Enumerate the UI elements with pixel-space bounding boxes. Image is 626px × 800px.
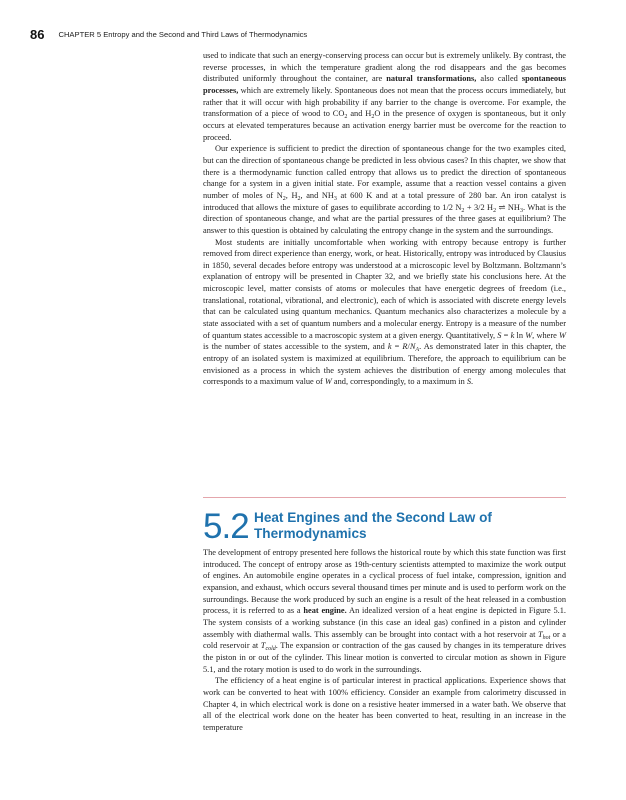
paragraph: Our experience is sufficient to predict the direction of spontaneous change for the two examples cited, but can the direction of spontaneous change be predicted in less obvious cases? In this chapter, we show that there is a thermodynamic function called entropy that allows us to predict the direction of spontaneous change for a system in a given initial state. For example, assume that a reaction vessel contains a given number of moles of $N_2$, $H_2$, and $NH_3$ at 600 K and at a total pressure of 280 bar. An iron catalyst is introduced that allows the mixture of gases to equilibrate according to 1/2 $N_2 + 3/2$ $H_2$ ⇌ $NH_3$. What is the direction of spontaneous change, and what are the partial pressures of the three gases at equilibrium? The answer to this question is obtained by calculating the entropy change in the system and the surroundings.	[203, 144, 566, 235]
term-spontaneous-processes: spontaneous processes,	[203, 74, 566, 95]
page-number: 86	[30, 27, 45, 42]
section-title	[254, 510, 554, 541]
section-divider	[203, 497, 566, 498]
body-text-lower	[203, 547, 566, 734]
running-head	[30, 26, 307, 40]
term-heat-engine: heat engine.	[303, 606, 347, 616]
paragraph: Most students are initially uncomfortable when working with entropy because entropy is further removed from direct experience than energy, work, or heat. Historically, entropy was introduced by Clausius in 1850, several decades before entropy was understood at a microscopic level by Boltzmann. Boltzmann’s explanation of entropy will be presented in Chapter 32, and we briefly state his conclusions here. At the microscopic level, matter consists of atoms or molecules that have energetic degrees of freedom (i.e., translational, rotational, vibrational, and electronic), each of which is associated with discrete energy levels that can be calculated using quantum mechanics. Quantum mechanics also characterizes a molecule by a state associated with a set of quantum numbers and a molecular energy. Entropy is a measure of the number of quantum states accessible to a macroscopic system at a given energy. Quantitatively, S = k ln W, where W is the number of states accessible to the system, and $k = R/N_A$. As demonstrated later in this chapter, the entropy of an isolated system is maximized at equilibrium. Therefore, the approach to equilibrium can be envisioned as a process in which the system achieves the distribution of energy among molecules that corresponds to a maximum value of W and, correspondingly, to a maximum in S.	[203, 237, 566, 387]
paragraph: The efficiency of a heat engine is of particular interest in practical applications. Experience shows that work can be converted to heat with 100% efficiency. Consider an example from calorimetry discussed in Chapter 4, in which electrical work is done on a resistive heater immersed in a water bath. We observe that all of the electrical work done on the heater has been converted to heat, resulting in an increase in the temperature	[203, 676, 566, 732]
paragraph: The development of entropy presented here follows the historical route by which this state function was first introduced. The concept of entropy arose as 19th-century scientists attempted to maximize the work output of engines. An automobile engine operates in a cyclical process of fuel intake, compression, ignition and expansion, and exhaust, which occurs several thousand times per minute and is used to perform work on the surroundings. Because the work produced by such an engine is a result of the heat released in a combustion process, it is referred to as a heat engine. An idealized version of a heat engine is depicted in Figure 5.1. The system consists of a working substance (in this case an ideal gas) confined in a piston and cylinder assembly with diathermal walls. This assembly can be brought into contact with a hot reservoir at $T_{hot}$ or a cold reservoir at $T_{cold}$. The expansion or contraction of the gas caused by changes in its temperature drives the piston in or out of the cylinder. This linear motion is converted to circular motion as shown in Figure 5.1, and the rotary motion is used to do work in the surroundings.	[203, 548, 567, 674]
section-heading	[203, 509, 566, 549]
body-text-upper	[203, 50, 566, 388]
paragraph: used to indicate that such an energy-conserving process can occur but is extremely unlikely. By contrast, the reverse processes, in which the temperature gradient along the rod disappears and the gas becomes distributed uniformly throughout the container, are natural transformations, also called spontaneous processes, which are extremely likely. Spontaneous does not mean that the process occurs immediately, but rather that it will occur with high probability if any barrier to the change is overcome. For example, the transformation of a piece of wood to $CO_2$ and $H_2O$ in the presence of oxygen is spontaneous, but it only occurs at elevated temperatures because an activation energy barrier must be overcome for the reaction to proceed.	[203, 51, 566, 142]
section-number: 5.2	[203, 507, 249, 546]
section-title-line1: Heat Engines and the Second Law of	[254, 510, 492, 525]
section-title-line2: Thermodynamics	[254, 525, 367, 541]
term-natural-transformations: natural transformations,	[386, 74, 477, 84]
chapter-title: CHAPTER 5 Entropy and the Second and Third Laws of Thermodynamics	[58, 30, 308, 39]
